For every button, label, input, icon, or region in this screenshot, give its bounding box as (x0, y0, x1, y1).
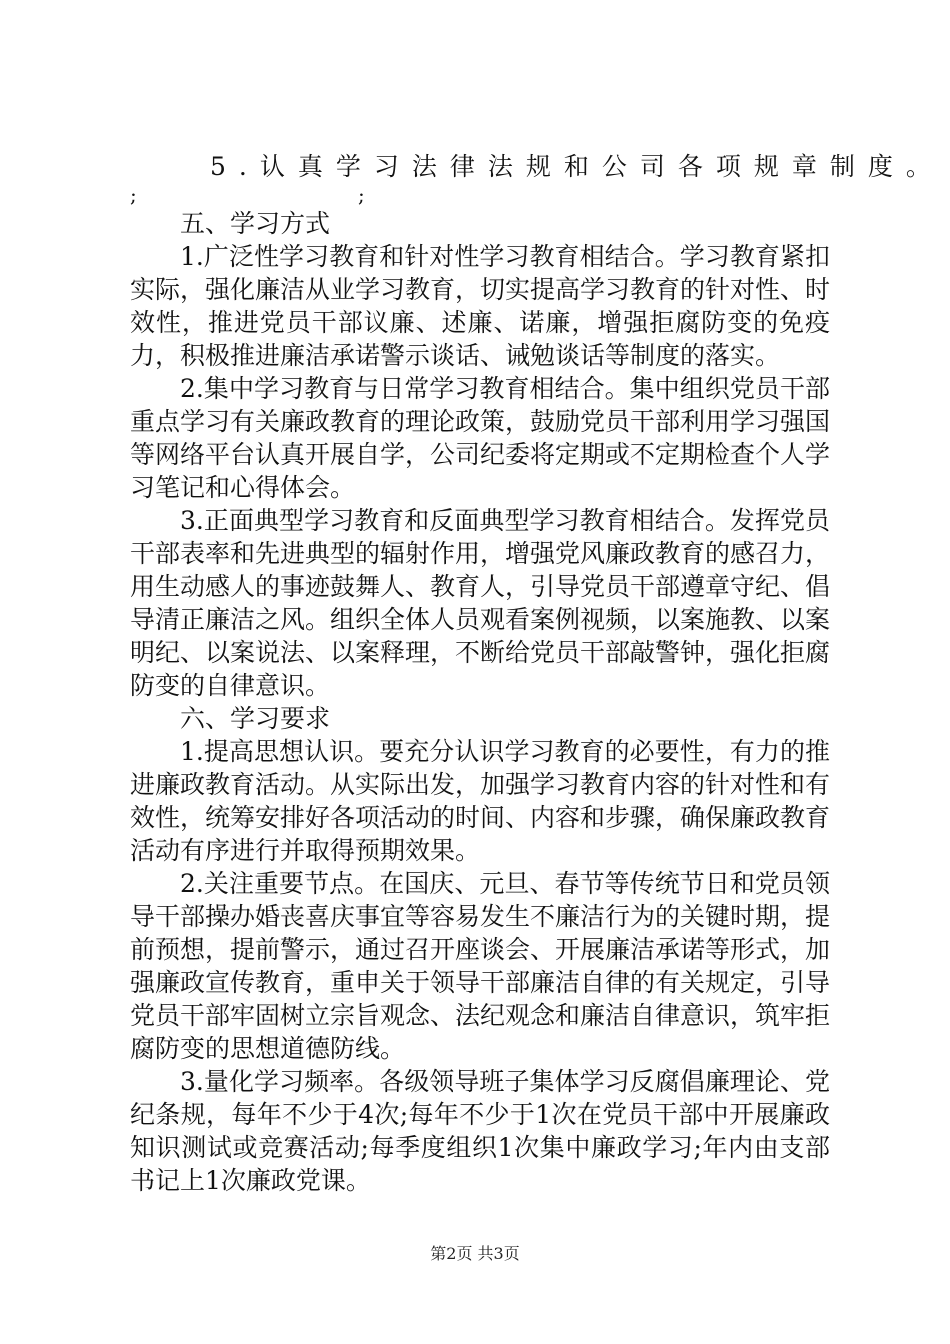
section-heading-study-requirements: 六、学习要求 (180, 704, 331, 733)
paragraph-requirement-3: 3.量化学习频率。各级领导班子集体学习反腐倡廉理论、党纪条规，每年不少于4次;每年不少于1次在党员干部中开展廉政知识测试或竞赛活动;每季度组织1次集中廉政学习;年内由支部书记上1次廉政党课。 (130, 1067, 830, 1195)
semicolon-mark: ; (358, 183, 365, 207)
semicolon-mark: ; (130, 183, 137, 207)
section-heading-study-methods: 五、学习方式 (180, 209, 331, 238)
paragraph-method-3: 3.正面典型学习教育和反面典型学习教育相结合。发挥党员干部表率和先进典型的辐射作用，增强党风廉政教育的感召力，用生动感人的事迹鼓舞人、教育人，引导党员干部遵章守纪、倡导清正廉洁之风。组织全体人员观看案例视频，以案施教、以案明纪、以案说法、以案释理，不断给党员干部敲警钟，强化拒腐防变的自律意识。 (130, 506, 831, 700)
paragraph-requirement-1: 1.提高思想认识。要充分认识学习教育的必要性，有力的推进廉政教育活动。从实际出发，加强学习教育内容的针对性和有效性，统筹安排好各项活动的时间、内容和步骤，确保廉政教育活动有序进行并取得预期效果。 (130, 737, 831, 865)
paragraph-method-2: 2.集中学习教育与日常学习教育相结合。集中组织党员干部重点学习有关廉政教育的理论政策，鼓励党员干部利用学习强国等网络平台认真开展自学，公司纪委将定期或不定期检查个人学习笔记和心得体会。 (130, 374, 831, 502)
document-body (130, 150, 944, 1197)
paragraph-method-1: 1.广泛性学习教育和针对性学习教育相结合。学习教育紧扣实际，强化廉洁从业学习教育，切实提高学习教育的针对性、时效性，推进党员干部议廉、述廉、诺廉，增强拒腐防变的免疫力，积极推进廉洁承诺警示谈话、诫勉谈话等制度的落实。 (130, 242, 831, 370)
paragraph-requirement-2: 2.关注重要节点。在国庆、元旦、春节等传统节日和党员领导干部操办婚丧喜庆事宜等容易发生不廉洁行为的关键时期，提前预想，提前警示，通过召开座谈会、开展廉洁承诺等形式，加强廉政宣传教育，重申关于领导干部廉洁自律的有关规定，引导党员干部牢固树立宗旨观念、法纪观念和廉洁自律意识，筑牢拒腐防变的思想道德防线。 (130, 869, 831, 1063)
separator-line (130, 183, 830, 207)
study-item-5: 5.认真学习法律法规和公司各项规章制度。 (210, 152, 944, 181)
page-footer: 第2页 共3页 (430, 1244, 520, 1263)
